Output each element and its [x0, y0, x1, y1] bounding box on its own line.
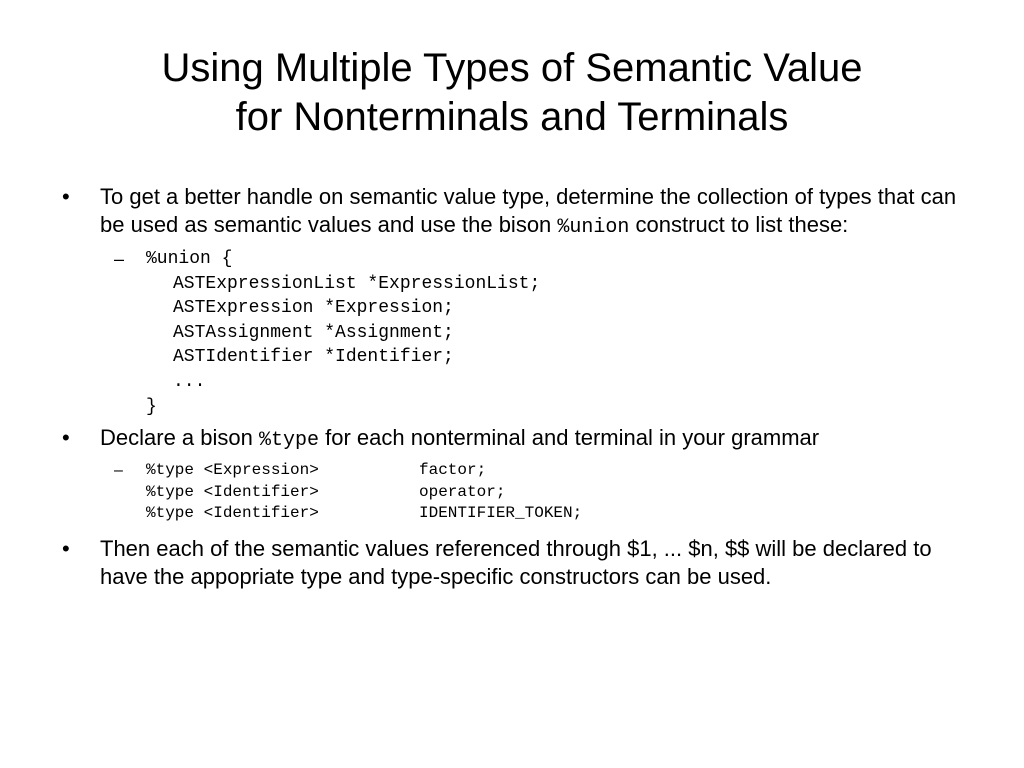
- bullet-union: [56, 183, 966, 242]
- code-line: ASTExpressionList *ExpressionList;: [173, 273, 541, 294]
- type-declaration-row: [146, 503, 966, 525]
- type-symbol: IDENTIFIER_TOKEN;: [419, 504, 583, 523]
- inline-code: %union: [557, 216, 630, 239]
- code-line: }: [146, 396, 157, 417]
- union-code-block: [56, 247, 966, 419]
- code-line: ASTIdentifier *Identifier;: [173, 347, 454, 368]
- sub-bullet-marker: –: [114, 462, 123, 480]
- bullet-text: Declare a bison: [100, 425, 259, 451]
- slide-body: [56, 183, 966, 591]
- type-symbol: operator;: [419, 482, 506, 501]
- bullet-text: Then each of the semantic values referenced through $1, ... $n, $$ will be declared to have the appopriate type and type-specific constructors can be used.: [100, 535, 932, 589]
- bullet-marker: •: [62, 425, 70, 451]
- slide-title-line-2: for Nonterminals and Terminals: [235, 95, 789, 139]
- type-code-block: [56, 460, 966, 525]
- code-line: %union {: [146, 249, 233, 269]
- bullet-text: construct to list these:: [629, 212, 849, 237]
- type-symbol: factor;: [419, 461, 487, 480]
- code-line: ...: [173, 371, 206, 392]
- code-line: ASTAssignment *Assignment;: [173, 322, 454, 343]
- bullet-text: for each nonterminal and terminal in your grammar: [319, 425, 820, 451]
- bullet-marker: •: [62, 535, 70, 561]
- code-line: ASTExpression *Expression;: [173, 298, 454, 319]
- bullet-type: [56, 424, 966, 455]
- slide-title: [60, 44, 964, 142]
- slide-title-line-1: Using Multiple Types of Semantic Value: [161, 46, 863, 90]
- type-decl: %type <Expression>: [146, 461, 319, 480]
- bullet-text: To get a better handle on semantic value type, determine the collection of types that can be used as semantic values and use the bison: [100, 184, 957, 237]
- bullet-semantic-values: [56, 535, 966, 591]
- sub-bullet-marker: –: [114, 249, 125, 269]
- inline-code: %type: [258, 429, 319, 453]
- type-decl: %type <Identifier>: [146, 482, 319, 501]
- type-declaration-row: [146, 460, 966, 482]
- type-declaration-row: [146, 482, 966, 504]
- type-decl: %type <Identifier>: [146, 504, 319, 523]
- bullet-marker: •: [62, 184, 70, 209]
